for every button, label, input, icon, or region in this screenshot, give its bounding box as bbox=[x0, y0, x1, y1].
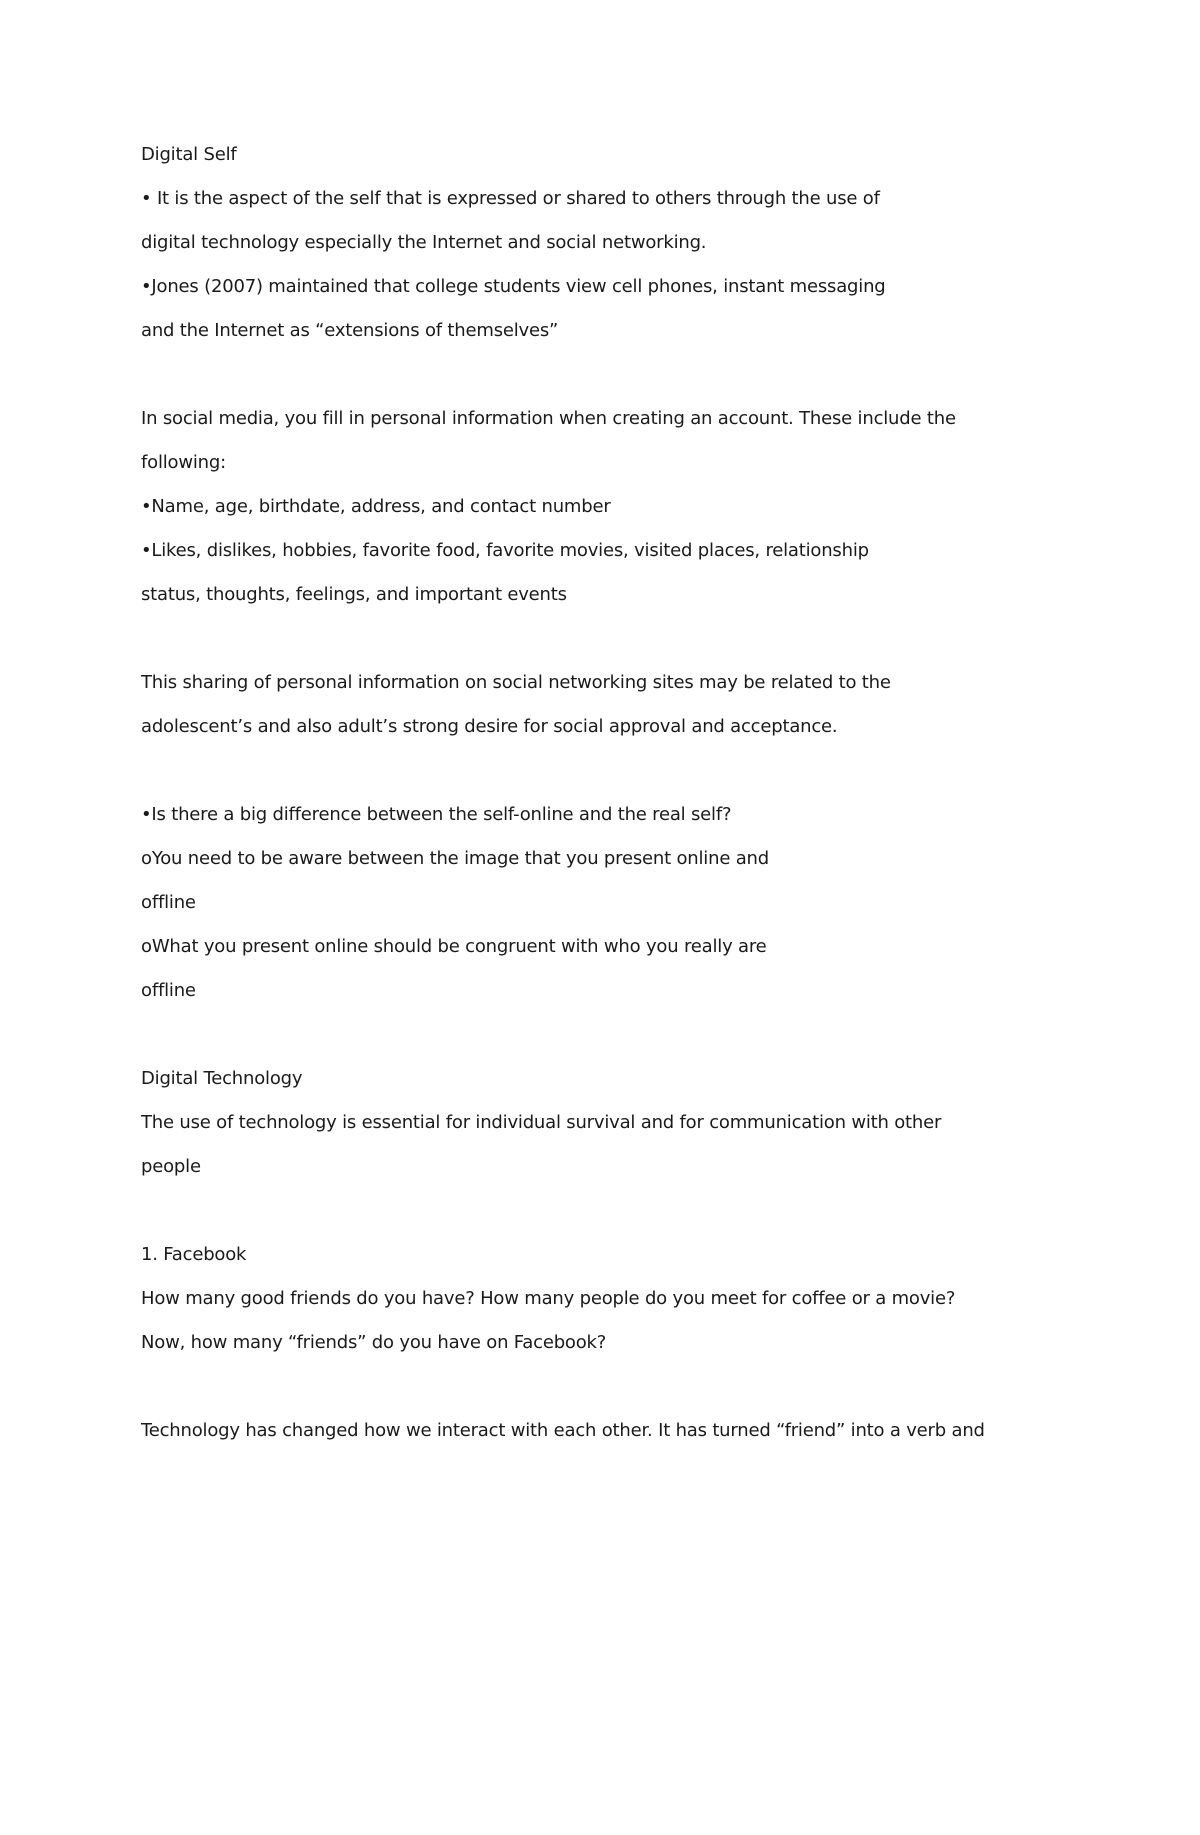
paragraph-line: •Is there a big difference between the self-online and the real self? bbox=[141, 804, 732, 825]
paragraph-line: people bbox=[141, 1156, 201, 1177]
paragraph-line: adolescent’s and also adult’s strong desire for social approval and acceptance. bbox=[141, 716, 838, 737]
paragraph-line: and the Internet as “extensions of themselves” bbox=[141, 320, 559, 341]
paragraph-line: •Jones (2007) maintained that college students view cell phones, instant messaging bbox=[141, 276, 886, 297]
paragraph-line: following: bbox=[141, 452, 226, 473]
paragraph-line: digital technology especially the Internet and social networking. bbox=[141, 232, 707, 253]
paragraph-line: • It is the aspect of the self that is expressed or shared to others through the use of bbox=[141, 188, 880, 209]
heading-digital-self: Digital Self bbox=[141, 144, 237, 165]
heading-digital-technology: Digital Technology bbox=[141, 1068, 303, 1089]
paragraph-line: offline bbox=[141, 980, 196, 1001]
paragraph-line: In social media, you fill in personal information when creating an account. These include the bbox=[141, 408, 956, 429]
paragraph-line: Now, how many “friends” do you have on Facebook? bbox=[141, 1332, 607, 1353]
heading-facebook: 1. Facebook bbox=[141, 1244, 247, 1265]
paragraph-line: How many good friends do you have? How many people do you meet for coffee or a movie? bbox=[141, 1288, 956, 1309]
paragraph-line: offline bbox=[141, 892, 196, 913]
paragraph-line: oWhat you present online should be congruent with who you really are bbox=[141, 936, 767, 957]
paragraph-line: Technology has changed how we interact with each other. It has turned “friend” into a verb and bbox=[141, 1420, 985, 1441]
paragraph-line: The use of technology is essential for individual survival and for communication with other bbox=[141, 1112, 942, 1133]
paragraph-line: status, thoughts, feelings, and important events bbox=[141, 584, 567, 605]
paragraph-line: This sharing of personal information on social networking sites may be related to the bbox=[141, 672, 891, 693]
paragraph-line: •Name, age, birthdate, address, and contact number bbox=[141, 496, 611, 517]
paragraph-line: oYou need to be aware between the image that you present online and bbox=[141, 848, 769, 869]
paragraph-line: •Likes, dislikes, hobbies, favorite food, favorite movies, visited places, relationship bbox=[141, 540, 869, 561]
